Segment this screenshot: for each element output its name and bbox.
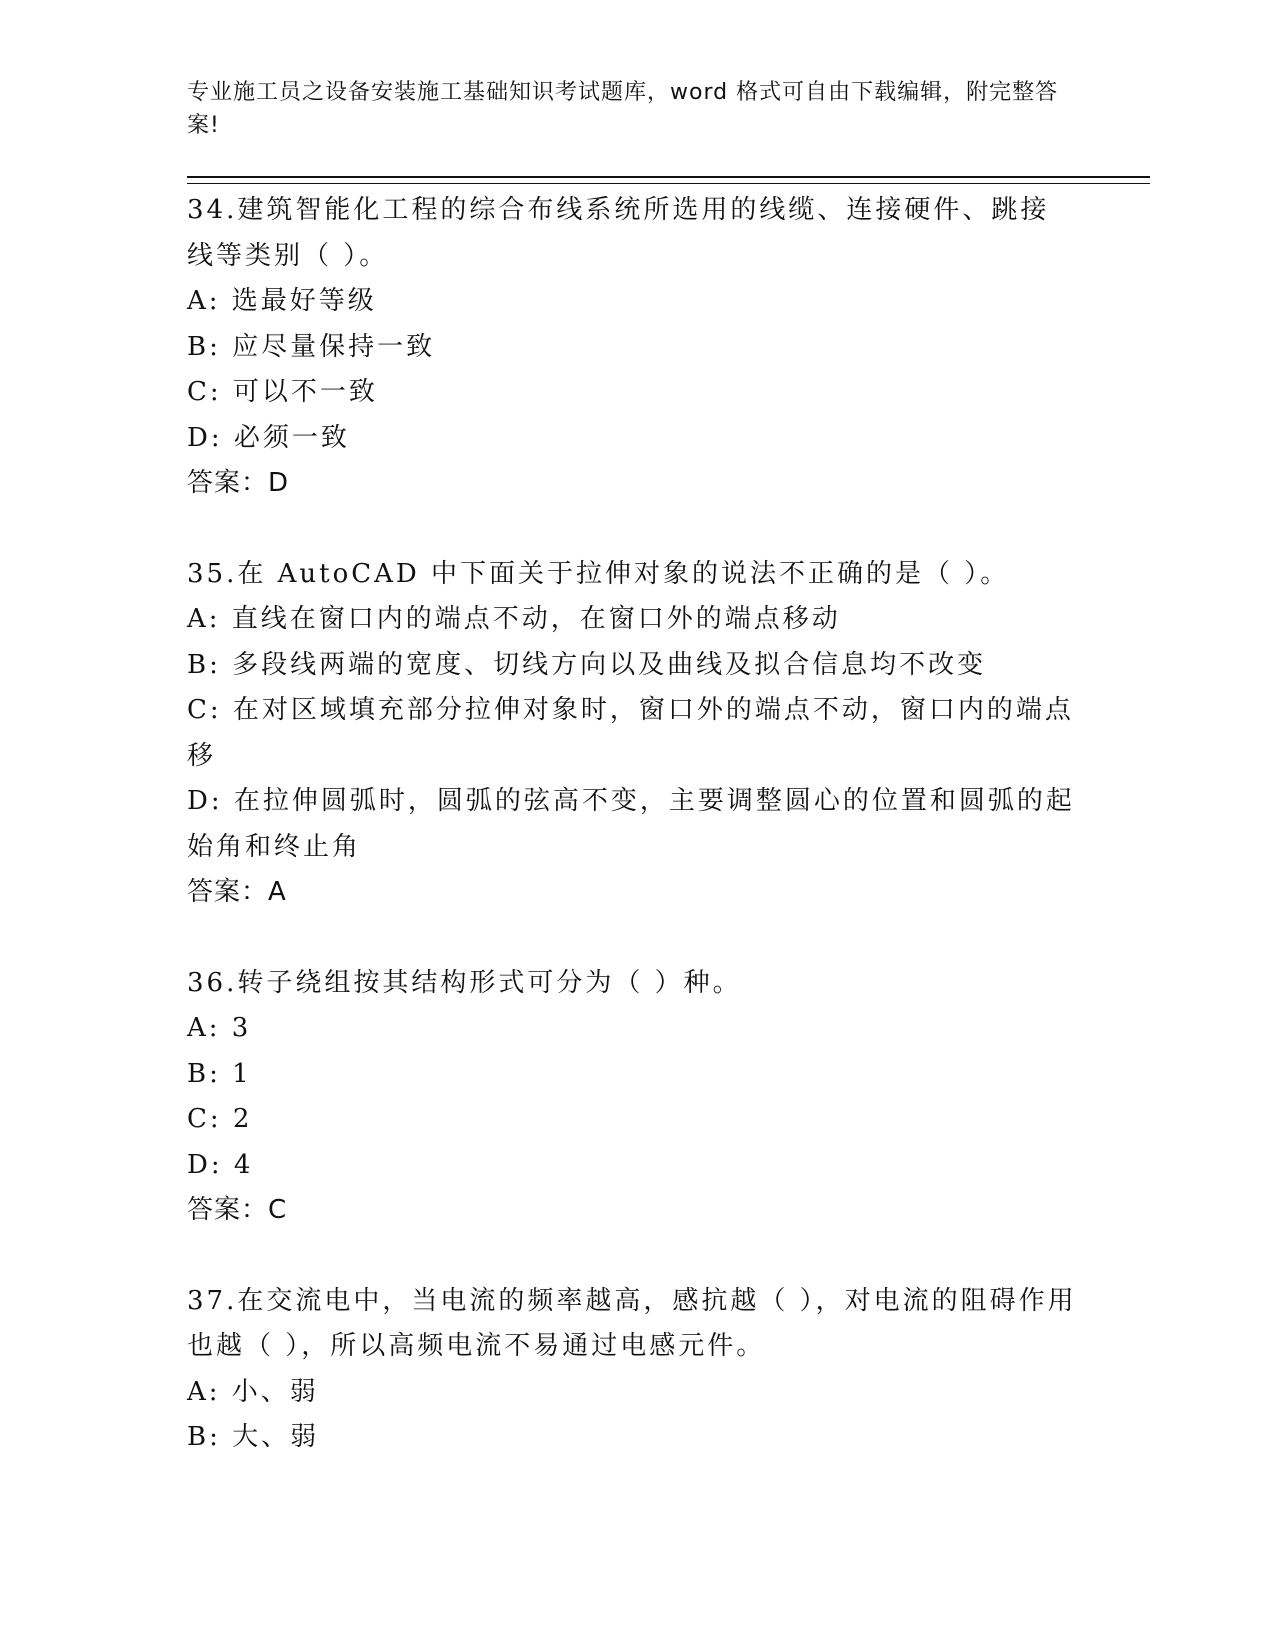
option-a: A: 选最好等级 xyxy=(187,286,377,316)
question-35 xyxy=(187,552,1077,916)
question-34 xyxy=(187,188,1077,507)
option-d: D: 必须一致 xyxy=(187,422,350,453)
option-a: A: 3 xyxy=(187,1013,252,1043)
header-divider-thin xyxy=(187,183,1150,184)
option-d: D: 在拉伸圆弧时，圆弧的弦高不变，主要调整圆心的位置和圆弧的起始角和终止角 xyxy=(187,786,1075,862)
question-list xyxy=(187,188,1077,1506)
answer-line: 答案：A xyxy=(187,877,287,907)
question-36 xyxy=(187,961,1077,1234)
option-d: D: 4 xyxy=(187,1149,254,1180)
answer-line: 答案：C xyxy=(187,1195,288,1225)
answer-line: 答案：D xyxy=(187,468,290,498)
option-c: C: 2 xyxy=(187,1104,253,1134)
document-header: 专业施工员之设备安装施工基础知识考试题库，word 格式可自由下载编辑，附完整答案! xyxy=(187,80,1059,138)
question-stem: 34.建筑智能化工程的综合布线系统所选用的线缆、连接硬件、跳接线等类别（ ）。 xyxy=(187,195,1050,271)
question-stem: 37.在交流电中，当电流的频率越高，感抗越（ ），对电流的阻碍作用也越（ ），所以高频电流不易通过电感元件。 xyxy=(187,1285,1077,1361)
option-a: A: 小、弱 xyxy=(187,1376,319,1407)
option-b: B: 大、弱 xyxy=(187,1422,320,1452)
option-a: A: 直线在窗口内的端点不动，在窗口外的端点移动 xyxy=(187,604,841,634)
question-37 xyxy=(187,1279,1077,1461)
option-c: C: 可以不一致 xyxy=(187,377,378,407)
option-b: B: 1 xyxy=(187,1058,252,1089)
question-stem: 35.在 AutoCAD 中下面关于拉伸对象的说法不正确的是（ ）。 xyxy=(187,558,1010,589)
option-c: C: 在对区域填充部分拉伸对象时，窗口外的端点不动，窗口内的端点移 xyxy=(187,695,1074,771)
question-stem: 36.转子绕组按其结构形式可分为（ ）种。 xyxy=(187,967,742,998)
header-divider-thick xyxy=(187,176,1150,178)
option-b: B: 多段线两端的宽度、切线方向以及曲线及拟合信息均不改变 xyxy=(187,649,987,680)
option-b: B: 应尽量保持一致 xyxy=(187,331,436,362)
